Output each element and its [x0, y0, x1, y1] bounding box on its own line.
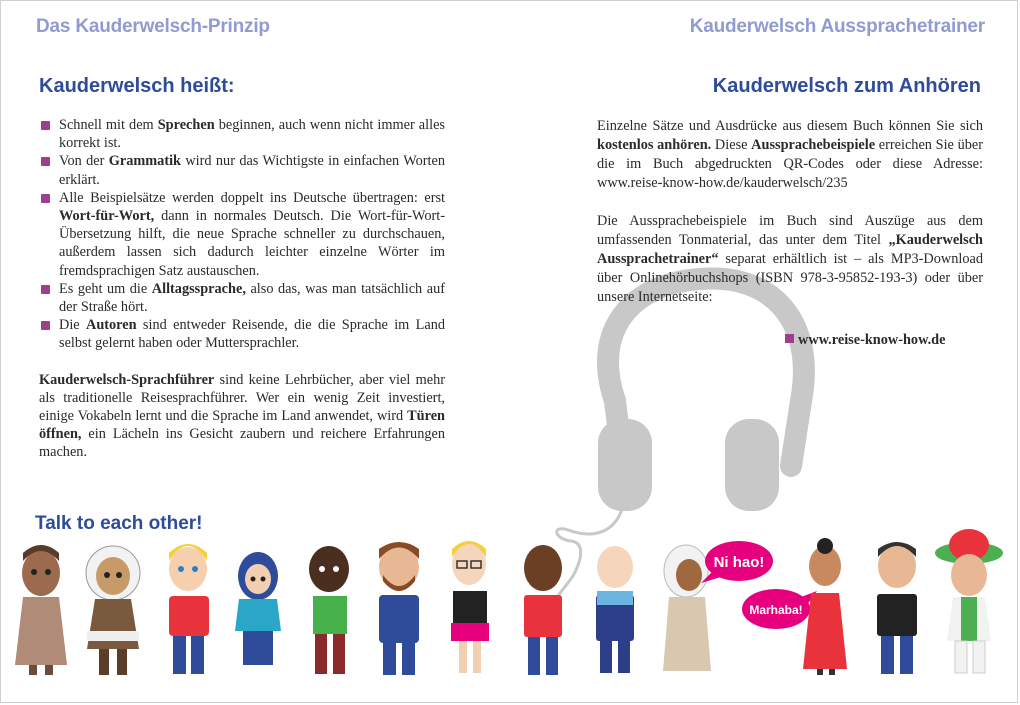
running-head-right: Kauderwelsch Aussprachetrainer — [689, 16, 985, 37]
person-woman-red-dress — [803, 538, 847, 675]
audio-paragraph: Einzelne Sätze und Ausdrücke aus diesem Buch können Sie sich kostenlos anhören. Diese Aussprachebeispiele erreichen Sie über die im Buch abgedruckten QR-Codes oder diese Adresse: www.reise-know-how.de/kauderwelsch/235 — [597, 118, 983, 191]
bubble-text-marhaba: Marhaba! — [749, 603, 803, 617]
section-title-left: Kauderwelsch heißt: — [39, 75, 235, 97]
person-mariachi — [935, 529, 1003, 673]
person-bearded-man — [379, 542, 419, 675]
running-head-left: Das Kauderwelsch-Prinzip — [36, 16, 270, 37]
person-woman-scarf — [596, 546, 634, 673]
person-man-black-shirt — [877, 542, 917, 674]
list-item: Alle Beispielsätze werden doppelt ins Deutsche übertragen: erst Wort-für-Wort, dann in normales Deutsch. Die Wort-für-Wort-Übersetzung hilft, die neue Sprache schneller zu durchschauen, außerdem lassen sich dadurch leichter einzelne Wörter im fremdsprachigen Satz austauschen. — [39, 189, 445, 280]
person-man-red-shirt — [524, 545, 562, 675]
person-inuit — [86, 546, 140, 675]
list-item: Von der Grammatik wird nur das Wichtigste in einfachen Worten erklärt. — [39, 152, 445, 188]
bubble-text-nihao: Ni hao! — [713, 554, 765, 571]
person-woman-glasses — [451, 541, 489, 673]
people-illustration — [1, 1, 1018, 703]
speech-bubble-nihao — [701, 541, 773, 583]
person-hijab-girl — [235, 552, 281, 665]
person-arab-man — [663, 545, 711, 671]
website-link[interactable]: www.reise-know-how.de — [785, 332, 945, 349]
list-item: Die Autoren sind entweder Reisende, die die Sprache im Land selbst gelernt haben oder Muttersprachler. — [39, 316, 445, 352]
person-african-boy — [309, 546, 349, 674]
list-item: Schnell mit dem Sprechen beginnen, auch wenn nicht immer alles korrekt ist. — [39, 116, 445, 152]
person-monk — [15, 545, 67, 675]
person-blonde-boy — [169, 544, 209, 674]
talk-heading: Talk to each other! — [35, 513, 203, 534]
trainer-paragraph: Die Aussprachebeispiele im Buch sind Auszüge aus dem umfassenden Tonmaterial, das unter dem Titel „Kauderwelsch Aussprachetrainer“ separat erhältlich ist – als MP3-Download über Onlinehörbuchshops (ISBN 978-3-95852-193-3) oder über unsere Internetseite: — [597, 213, 983, 305]
speech-bubble-marhaba — [742, 589, 817, 629]
section-title-right: Kauderwelsch zum Anhören — [712, 75, 981, 97]
list-item: Es geht um die Alltagssprache, also das, was man tatsächlich auf der Straße hört. — [39, 280, 445, 316]
intro-paragraph: Kauderwelsch-Sprachführer sind keine Lehrbücher, aber viel mehr als traditionelle Reisesprachführer. Wer ein wenig Zeit investiert, einige Vokabeln lernt und die Sprache im Land anwendet, wird Türen öffnen, ein Lächeln ins Gesicht zaubern und reichere Erfahrungen machen. — [39, 371, 445, 461]
